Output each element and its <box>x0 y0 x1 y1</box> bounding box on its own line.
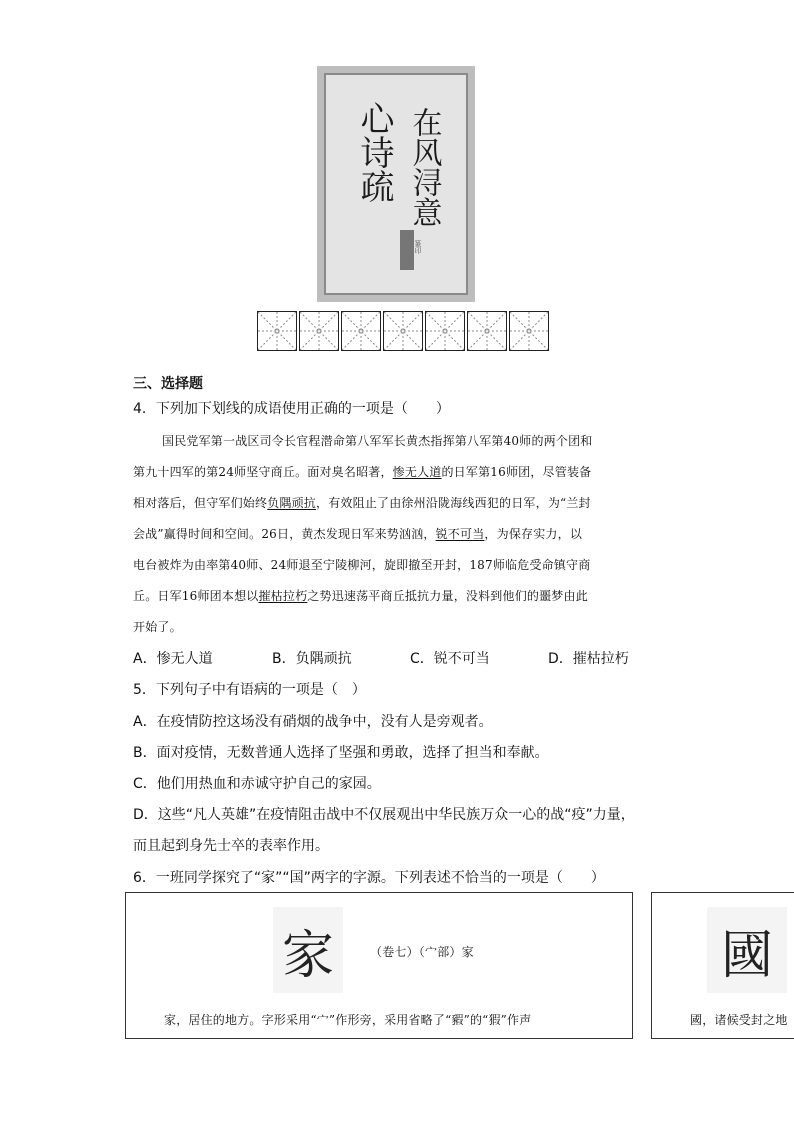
writing-grid-cell[interactable] <box>425 311 465 351</box>
writing-grid-cell[interactable] <box>341 311 381 351</box>
calligraphy-column-1: 在风浔意 <box>406 107 442 227</box>
q4-option-a[interactable]: A．惨无人道 <box>133 651 213 667</box>
q4-passage-line-1: 国民党军第一战区司令长官程潜命第八军军长黄杰指挥第八军第40师的两个团和 <box>162 434 593 448</box>
q4-stem: 4．下列加下划线的成语使用正确的一项是（ ） <box>133 401 450 417</box>
writing-grid-cell[interactable] <box>299 311 339 351</box>
writing-grid-cell[interactable] <box>509 311 549 351</box>
q4-option-b[interactable]: B．负隅顽抗 <box>272 651 352 667</box>
calligraphy-column-2: 心诗疏 <box>354 101 394 203</box>
q6-source-box-guo <box>651 892 794 1039</box>
writing-grid <box>257 311 551 351</box>
calligraphy-brushwork <box>326 75 466 293</box>
q4-passage-line-3: 相对落后，但守军们始终负隅顽抗，有效阻止了由徐州沿陇海线西犯的日军，为“兰封 <box>133 496 591 510</box>
q4-option-d[interactable]: D．摧枯拉朽 <box>548 651 629 667</box>
q5-stem: 5．下列句子中有语病的一项是（ ） <box>133 682 366 698</box>
writing-grid-cell[interactable] <box>467 311 507 351</box>
q4-passage-line-6: 丘。日军16师团本想以摧枯拉朽之势迅速荡平商丘抵抗力量，没料到他们的噩梦由此 <box>133 589 588 603</box>
idiom-underlined-4: 摧枯拉朽 <box>258 589 308 603</box>
calligraphy-artwork <box>317 66 475 302</box>
q5-option-c[interactable]: C．他们用热血和赤诚守护自己的家园。 <box>133 776 381 792</box>
writing-grid-cell[interactable] <box>257 311 297 351</box>
q5-option-d[interactable]: D．这些“凡人英雄”在疫情阻击战中不仅展观出中华民族万众一心的战“疫”力量， <box>133 807 635 823</box>
idiom-underlined-3: 锐不可当 <box>435 527 485 541</box>
q4-option-c[interactable]: C．锐不可当 <box>410 651 490 667</box>
section-heading: 三、选择题 <box>133 376 203 392</box>
guo-description: 國，诸候受封之地 <box>690 1013 788 1027</box>
jia-seal-glyph: 家 <box>273 907 343 993</box>
q5-option-b[interactable]: B．面对疫情，无数普通人选择了坚强和勇敢，选择了担当和奉献。 <box>133 745 549 761</box>
q5-option-d-continued: 而且起到身先士卒的表率作用。 <box>133 838 329 854</box>
q4-passage-line-5: 电台被炸为由率第40师、24师退至宁陵柳河，旋即撤至开封，187师临危受命镇守商 <box>133 558 591 572</box>
idiom-underlined-1: 惨无人道 <box>392 465 442 479</box>
jia-caption: （卷七）（宀部）家 <box>370 945 474 959</box>
writing-grid-cell[interactable] <box>383 311 423 351</box>
q5-option-a[interactable]: A．在疫情防控这场没有硝烟的战争中，没有人是旁观者。 <box>133 714 493 730</box>
seal-stamp-text: 篆印 <box>414 240 422 254</box>
q4-passage-line-2: 第九十四军的第24师坚守商丘。面对臭名昭著，惨无人道的日军第16师团，尽管装备 <box>133 465 592 479</box>
q6-stem: 6．一班同学探究了“家”“国”两字的字源。下列表述不恰当的一项是（ ） <box>133 870 605 886</box>
q6-source-box-jia <box>125 892 633 1039</box>
idiom-underlined-2: 负隅顽抗 <box>267 496 317 510</box>
red-seal-stamp <box>400 230 414 270</box>
q4-passage-line-7: 开始了。 <box>133 620 182 634</box>
jia-description: 家，居住的地方。字形采用“宀”作形旁，采用省略了“豭”的“猳”作声 <box>164 1013 532 1027</box>
q4-passage-line-4: 会战”赢得时间和空间。26日，黄杰发现日军来势汹汹，锐不可当，为保存实力，以 <box>133 527 583 541</box>
guo-seal-glyph: 國 <box>707 907 787 993</box>
